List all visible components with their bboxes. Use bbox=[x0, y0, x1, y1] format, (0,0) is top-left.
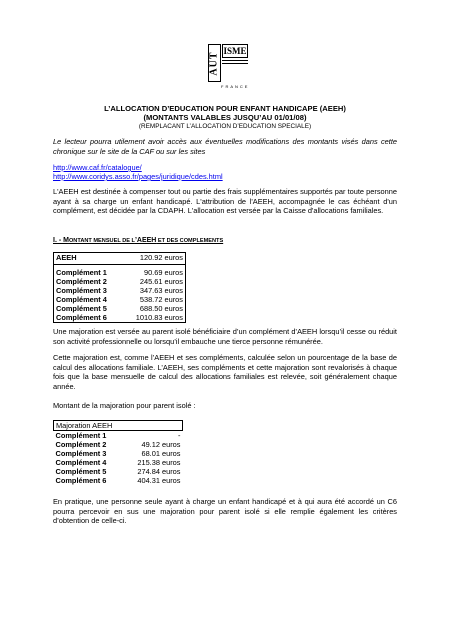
table-row bbox=[54, 313, 186, 323]
table-row bbox=[54, 458, 183, 467]
logo-line bbox=[222, 63, 248, 64]
logo-aut-text: AUT bbox=[209, 50, 220, 76]
autisme-france-logo bbox=[208, 44, 248, 92]
row-value: 49.12 euros bbox=[141, 440, 181, 449]
section-heading-part: ONTANT MENSUEL DE L bbox=[68, 238, 135, 244]
table-header: Majoration AEEH bbox=[54, 421, 183, 431]
table-row bbox=[54, 449, 183, 458]
calculation-paragraph: Cette majoration est, comme l’AEEH et ses compléments, calculée selon un pourcentage de la base de calcul des allocations familiale. L’AEEH, ses compléments et cette majoration sont revalorisés à chaque fois que la base mensuelle de calcul des allocations familiales est relevée, soit généralement chaque année. bbox=[53, 353, 397, 391]
row-value: 274.84 euros bbox=[137, 467, 181, 476]
table-row bbox=[54, 476, 183, 485]
logo-line bbox=[222, 60, 248, 61]
row-label: Complément 1 bbox=[56, 268, 107, 277]
row-label: Complément 5 bbox=[55, 467, 107, 476]
row-value: 538.72 euros bbox=[139, 295, 183, 304]
logo-aut-box bbox=[208, 44, 221, 82]
row-value: 215.38 euros bbox=[137, 458, 181, 467]
row-label: Complément 6 bbox=[55, 476, 107, 485]
row-value: 404.31 euros bbox=[137, 476, 181, 485]
row-label: Complément 5 bbox=[56, 304, 107, 313]
section-heading-part: ET DES COMPLEMENTS bbox=[156, 238, 224, 244]
link-coridys[interactable]: http://www.coridys.asso.fr/pages/juridique/cdes.html bbox=[53, 172, 223, 181]
intro-paragraph: Le lecteur pourra utilement avoir accès aux éventuelles modifications des montants visés dans cette chronique sur le site de la CAF ou sur les sites bbox=[53, 137, 397, 156]
row-label: Complément 4 bbox=[55, 458, 107, 467]
table-row bbox=[54, 286, 186, 295]
table-row bbox=[54, 253, 186, 265]
document-title: L’ALLOCATION D’EDUCATION POUR ENFANT HANDICAPE (AEEH) bbox=[104, 104, 346, 113]
row-value: 68.01 euros bbox=[141, 449, 181, 458]
section-heading-1 bbox=[53, 237, 223, 244]
table-row bbox=[54, 467, 183, 476]
row-value: 1010.83 euros bbox=[135, 313, 183, 322]
logo-france-text: FRANCE bbox=[221, 84, 250, 89]
document-subtitle: (REMPLACANT L’ALLOCATION D’EDUCATION SPECIALE) bbox=[138, 123, 312, 130]
majoration-paragraph: Une majoration est versée au parent isolé bénéficiaire d’un complément d’AEEH lorsqu’il cesse ou réduit son activité professionnelle ou lorsqu’il embauche une tierce personne rémunérée. bbox=[53, 327, 397, 346]
row-value: 120.92 euros bbox=[128, 253, 186, 265]
section-heading-prefix: I. - M bbox=[53, 237, 69, 244]
table-row bbox=[54, 440, 183, 449]
row-label: Complément 2 bbox=[55, 440, 107, 449]
row-value: 688.50 euros bbox=[139, 304, 183, 313]
table-header-row bbox=[54, 421, 183, 431]
aeeh-description: L'AEEH est destinée à compenser tout ou partie des frais supplémentaires supportés par toute personne ayant à sa charge un enfant handicapé. L'attribution de l'AEEH, accompagnée le cas échéant d'un complément, est décidée par la CDAPH. L'allocation est versée par la Caisse d'allocations familiales. bbox=[53, 187, 397, 216]
link-caf[interactable]: http://www.caf.fr/catalogue/ bbox=[53, 163, 142, 172]
majoration-amount-label: Montant de la majoration pour parent isolé : bbox=[53, 401, 196, 410]
table-row bbox=[54, 431, 183, 441]
table-row bbox=[54, 265, 186, 278]
row-label: Complément 2 bbox=[56, 277, 107, 286]
amounts-table bbox=[53, 252, 186, 323]
document-title-dates: (MONTANTS VALABLES JUSQU’AU 01/01/08) bbox=[143, 113, 307, 122]
row-value: 245.61 euros bbox=[139, 277, 183, 286]
row-label: Complément 1 bbox=[55, 431, 107, 440]
table-row bbox=[54, 295, 186, 304]
logo-isme-box: ISME bbox=[223, 46, 247, 56]
table-row bbox=[54, 304, 186, 313]
table-row bbox=[54, 277, 186, 286]
majoration-table bbox=[53, 420, 183, 485]
row-value: - bbox=[178, 431, 181, 440]
row-label: Complément 3 bbox=[55, 449, 107, 458]
row-label: Complément 4 bbox=[56, 295, 107, 304]
section-heading-part: ’AEEH bbox=[134, 237, 157, 244]
row-label: Complément 6 bbox=[56, 313, 107, 322]
row-value: 347.63 euros bbox=[139, 286, 183, 295]
final-paragraph: En pratique, une personne seule ayant à charge un enfant handicapé et à qui aura été accordé un C6 pourra percevoir en sus une majoration pour parent isolé si elle remplie également les critères d’obtention de celle-ci. bbox=[53, 497, 397, 526]
row-label: Complément 3 bbox=[56, 286, 107, 295]
row-label: AEEH bbox=[54, 253, 129, 265]
row-value: 90.69 euros bbox=[143, 268, 183, 277]
